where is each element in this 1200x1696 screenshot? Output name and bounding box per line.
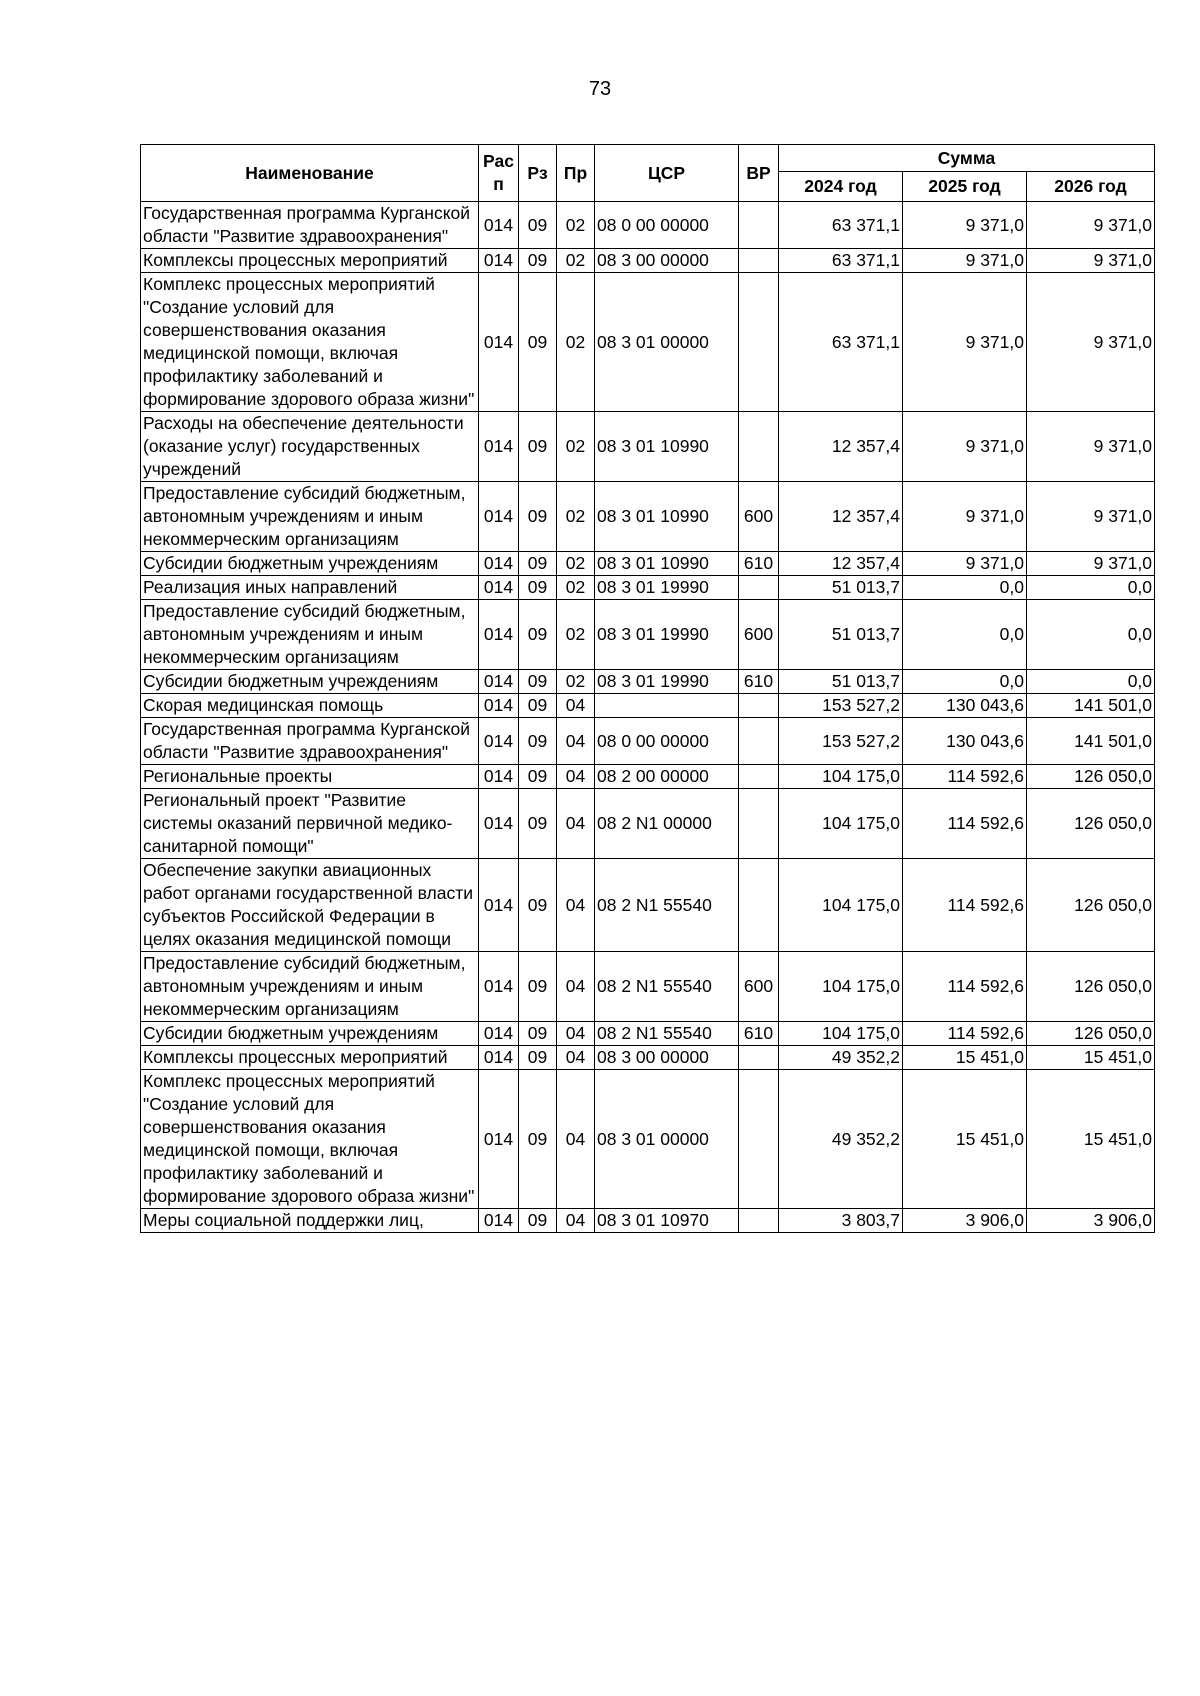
row-amount-2024: 49 352,2 — [779, 1046, 903, 1070]
row-rz: 09 — [519, 600, 557, 670]
row-csr: 08 3 00 00000 — [595, 1046, 739, 1070]
table-row — [141, 576, 1155, 600]
header-rasp — [479, 145, 519, 202]
table-row — [141, 718, 1155, 765]
row-rasp: 014 — [479, 576, 519, 600]
row-name: Комплекс процессных мероприятий "Создание условий для совершенствования оказания медицинской помощи, включая профилактику заболеваний и формирование здорового образа жизни" — [141, 1070, 479, 1209]
row-rz: 09 — [519, 273, 557, 412]
row-amount-2026: 9 371,0 — [1027, 202, 1155, 249]
row-amount-2025: 15 451,0 — [903, 1070, 1027, 1209]
row-amount-2024: 49 352,2 — [779, 1070, 903, 1209]
row-rasp: 014 — [479, 1022, 519, 1046]
row-csr: 08 3 01 10990 — [595, 412, 739, 482]
row-amount-2025: 0,0 — [903, 670, 1027, 694]
row-pr: 04 — [557, 952, 595, 1022]
row-rz: 09 — [519, 694, 557, 718]
header-year-2025: 2025 год — [903, 172, 1027, 202]
row-vr — [739, 789, 779, 859]
row-rasp: 014 — [479, 765, 519, 789]
header-sum: Сумма — [779, 145, 1155, 172]
row-amount-2024: 51 013,7 — [779, 600, 903, 670]
row-csr: 08 2 N1 55540 — [595, 1022, 739, 1046]
table-row — [141, 1070, 1155, 1209]
row-rz: 09 — [519, 482, 557, 552]
row-csr: 08 2 N1 55540 — [595, 859, 739, 952]
row-name: Реализация иных направлений — [141, 576, 479, 600]
row-pr: 02 — [557, 273, 595, 412]
row-rasp: 014 — [479, 859, 519, 952]
page-number: 73 — [588, 78, 612, 100]
row-name: Государственная программа Курганской области "Развитие здравоохранения" — [141, 718, 479, 765]
table-row — [141, 1022, 1155, 1046]
row-vr: 600 — [739, 952, 779, 1022]
row-name: Меры социальной поддержки лиц, — [141, 1209, 479, 1233]
row-csr: 08 2 00 00000 — [595, 765, 739, 789]
row-rz: 09 — [519, 1070, 557, 1209]
table-row — [141, 859, 1155, 952]
row-amount-2025: 9 371,0 — [903, 412, 1027, 482]
header-name: Наименование — [141, 145, 479, 202]
row-pr: 04 — [557, 1070, 595, 1209]
row-pr: 04 — [557, 694, 595, 718]
row-amount-2024: 63 371,1 — [779, 273, 903, 412]
header-rasp-line2: п — [493, 174, 504, 194]
row-name: Комплексы процессных мероприятий — [141, 249, 479, 273]
row-pr: 02 — [557, 482, 595, 552]
row-vr — [739, 1070, 779, 1209]
row-rz: 09 — [519, 249, 557, 273]
row-rz: 09 — [519, 859, 557, 952]
row-amount-2024: 63 371,1 — [779, 249, 903, 273]
row-rz: 09 — [519, 1209, 557, 1233]
row-vr: 600 — [739, 600, 779, 670]
row-name: Государственная программа Курганской области "Развитие здравоохранения" — [141, 202, 479, 249]
row-amount-2024: 104 175,0 — [779, 789, 903, 859]
row-rz: 09 — [519, 202, 557, 249]
row-pr: 04 — [557, 859, 595, 952]
row-amount-2025: 9 371,0 — [903, 482, 1027, 552]
table-row — [141, 552, 1155, 576]
row-rz: 09 — [519, 412, 557, 482]
table-row — [141, 1209, 1155, 1233]
row-name: Региональный проект "Развитие системы оказаний первичной медико-санитарной помощи" — [141, 789, 479, 859]
row-csr — [595, 694, 739, 718]
row-rz: 09 — [519, 552, 557, 576]
row-rasp: 014 — [479, 1070, 519, 1209]
row-amount-2026: 141 501,0 — [1027, 694, 1155, 718]
row-csr: 08 3 00 00000 — [595, 249, 739, 273]
row-rasp: 014 — [479, 600, 519, 670]
row-pr: 02 — [557, 552, 595, 576]
row-rz: 09 — [519, 952, 557, 1022]
row-pr: 04 — [557, 1022, 595, 1046]
row-amount-2024: 12 357,4 — [779, 482, 903, 552]
row-csr: 08 0 00 00000 — [595, 718, 739, 765]
row-csr: 08 3 01 19990 — [595, 576, 739, 600]
row-vr — [739, 249, 779, 273]
row-vr — [739, 273, 779, 412]
table-row — [141, 412, 1155, 482]
row-amount-2026: 126 050,0 — [1027, 859, 1155, 952]
row-amount-2025: 114 592,6 — [903, 952, 1027, 1022]
row-name: Скорая медицинская помощь — [141, 694, 479, 718]
row-amount-2025: 114 592,6 — [903, 765, 1027, 789]
row-rz: 09 — [519, 1022, 557, 1046]
row-amount-2026: 126 050,0 — [1027, 1022, 1155, 1046]
row-amount-2026: 15 451,0 — [1027, 1046, 1155, 1070]
table-row — [141, 249, 1155, 273]
row-rz: 09 — [519, 1046, 557, 1070]
row-amount-2026: 9 371,0 — [1027, 412, 1155, 482]
budget-table — [140, 144, 1155, 1233]
row-csr: 08 2 N1 00000 — [595, 789, 739, 859]
row-name: Комплексы процессных мероприятий — [141, 1046, 479, 1070]
row-rasp: 014 — [479, 1209, 519, 1233]
row-amount-2025: 9 371,0 — [903, 249, 1027, 273]
row-pr: 02 — [557, 412, 595, 482]
header-vr: ВР — [739, 145, 779, 202]
row-amount-2024: 63 371,1 — [779, 202, 903, 249]
row-name: Региональные проекты — [141, 765, 479, 789]
header-year-2024: 2024 год — [779, 172, 903, 202]
row-pr: 02 — [557, 202, 595, 249]
row-pr: 04 — [557, 789, 595, 859]
row-amount-2025: 9 371,0 — [903, 552, 1027, 576]
table-row — [141, 952, 1155, 1022]
row-amount-2026: 15 451,0 — [1027, 1070, 1155, 1209]
row-name: Комплекс процессных мероприятий "Создание условий для совершенствования оказания медицинской помощи, включая профилактику заболеваний и формирование здорового образа жизни" — [141, 273, 479, 412]
row-amount-2024: 104 175,0 — [779, 952, 903, 1022]
header-year-2026: 2026 год — [1027, 172, 1155, 202]
row-csr: 08 3 01 19990 — [595, 600, 739, 670]
row-amount-2026: 9 371,0 — [1027, 273, 1155, 412]
row-amount-2024: 51 013,7 — [779, 576, 903, 600]
row-pr: 02 — [557, 249, 595, 273]
row-amount-2025: 0,0 — [903, 600, 1027, 670]
row-vr: 610 — [739, 670, 779, 694]
row-amount-2026: 9 371,0 — [1027, 249, 1155, 273]
table-row — [141, 694, 1155, 718]
row-name: Субсидии бюджетным учреждениям — [141, 552, 479, 576]
row-vr: 600 — [739, 482, 779, 552]
row-name: Обеспечение закупки авиационных работ органами государственной власти субъектов Российской Федерации в целях оказания медицинской помощи — [141, 859, 479, 952]
row-pr: 02 — [557, 670, 595, 694]
row-vr: 610 — [739, 1022, 779, 1046]
row-name: Предоставление субсидий бюджетным, автономным учреждениям и иным некоммерческим организациям — [141, 952, 479, 1022]
table-row — [141, 273, 1155, 412]
row-vr: 610 — [739, 552, 779, 576]
row-pr: 02 — [557, 600, 595, 670]
row-vr — [739, 576, 779, 600]
row-amount-2024: 153 527,2 — [779, 694, 903, 718]
row-amount-2024: 51 013,7 — [779, 670, 903, 694]
table-row — [141, 482, 1155, 552]
row-amount-2025: 3 906,0 — [903, 1209, 1027, 1233]
row-amount-2024: 104 175,0 — [779, 1022, 903, 1046]
row-pr: 04 — [557, 1046, 595, 1070]
row-amount-2025: 9 371,0 — [903, 202, 1027, 249]
row-vr — [739, 765, 779, 789]
row-amount-2026: 0,0 — [1027, 670, 1155, 694]
row-csr: 08 3 01 00000 — [595, 273, 739, 412]
row-pr: 04 — [557, 718, 595, 765]
row-vr — [739, 1209, 779, 1233]
row-rasp: 014 — [479, 952, 519, 1022]
row-amount-2024: 12 357,4 — [779, 412, 903, 482]
table-body — [141, 202, 1155, 1233]
row-csr: 08 3 01 10990 — [595, 482, 739, 552]
row-rz: 09 — [519, 718, 557, 765]
row-rasp: 014 — [479, 249, 519, 273]
row-rasp: 014 — [479, 718, 519, 765]
row-amount-2025: 114 592,6 — [903, 1022, 1027, 1046]
row-csr: 08 3 01 00000 — [595, 1070, 739, 1209]
row-vr — [739, 412, 779, 482]
row-amount-2025: 9 371,0 — [903, 273, 1027, 412]
row-amount-2026: 9 371,0 — [1027, 552, 1155, 576]
row-amount-2025: 130 043,6 — [903, 718, 1027, 765]
row-name: Субсидии бюджетным учреждениям — [141, 1022, 479, 1046]
table-row — [141, 600, 1155, 670]
row-pr: 04 — [557, 1209, 595, 1233]
row-rz: 09 — [519, 670, 557, 694]
row-csr: 08 0 00 00000 — [595, 202, 739, 249]
row-name: Субсидии бюджетным учреждениям — [141, 670, 479, 694]
row-amount-2024: 12 357,4 — [779, 552, 903, 576]
table-row — [141, 789, 1155, 859]
row-vr — [739, 1046, 779, 1070]
row-rz: 09 — [519, 789, 557, 859]
row-amount-2026: 126 050,0 — [1027, 789, 1155, 859]
row-pr: 04 — [557, 765, 595, 789]
header-rz: Рз — [519, 145, 557, 202]
row-amount-2024: 3 803,7 — [779, 1209, 903, 1233]
row-rz: 09 — [519, 765, 557, 789]
table-row — [141, 1046, 1155, 1070]
table-row — [141, 670, 1155, 694]
row-vr — [739, 694, 779, 718]
header-pr: Пр — [557, 145, 595, 202]
row-amount-2026: 0,0 — [1027, 600, 1155, 670]
row-amount-2026: 9 371,0 — [1027, 482, 1155, 552]
row-name: Предоставление субсидий бюджетным, автономным учреждениям и иным некоммерческим организациям — [141, 482, 479, 552]
row-amount-2025: 114 592,6 — [903, 789, 1027, 859]
row-amount-2025: 114 592,6 — [903, 859, 1027, 952]
row-name: Предоставление субсидий бюджетным, автономным учреждениям и иным некоммерческим организациям — [141, 600, 479, 670]
row-csr: 08 3 01 19990 — [595, 670, 739, 694]
row-rasp: 014 — [479, 552, 519, 576]
row-amount-2024: 104 175,0 — [779, 765, 903, 789]
row-rasp: 014 — [479, 789, 519, 859]
row-name: Расходы на обеспечение деятельности (оказание услуг) государственных учреждений — [141, 412, 479, 482]
row-rasp: 014 — [479, 482, 519, 552]
row-amount-2026: 0,0 — [1027, 576, 1155, 600]
row-amount-2025: 0,0 — [903, 576, 1027, 600]
row-pr: 02 — [557, 576, 595, 600]
row-amount-2025: 15 451,0 — [903, 1046, 1027, 1070]
header-csr: ЦСР — [595, 145, 739, 202]
row-rasp: 014 — [479, 202, 519, 249]
row-amount-2026: 141 501,0 — [1027, 718, 1155, 765]
row-rasp: 014 — [479, 273, 519, 412]
row-csr: 08 3 01 10990 — [595, 552, 739, 576]
row-rasp: 014 — [479, 670, 519, 694]
table-row — [141, 765, 1155, 789]
row-amount-2026: 3 906,0 — [1027, 1209, 1155, 1233]
row-rasp: 014 — [479, 1046, 519, 1070]
row-rasp: 014 — [479, 694, 519, 718]
header-rasp-line1: Рас — [483, 151, 514, 171]
row-csr: 08 2 N1 55540 — [595, 952, 739, 1022]
row-amount-2026: 126 050,0 — [1027, 765, 1155, 789]
row-csr: 08 3 01 10970 — [595, 1209, 739, 1233]
row-amount-2024: 104 175,0 — [779, 859, 903, 952]
row-amount-2026: 126 050,0 — [1027, 952, 1155, 1022]
row-rasp: 014 — [479, 412, 519, 482]
row-vr — [739, 202, 779, 249]
row-vr — [739, 859, 779, 952]
row-rz: 09 — [519, 576, 557, 600]
row-amount-2024: 153 527,2 — [779, 718, 903, 765]
row-vr — [739, 718, 779, 765]
row-amount-2025: 130 043,6 — [903, 694, 1027, 718]
table-row — [141, 202, 1155, 249]
